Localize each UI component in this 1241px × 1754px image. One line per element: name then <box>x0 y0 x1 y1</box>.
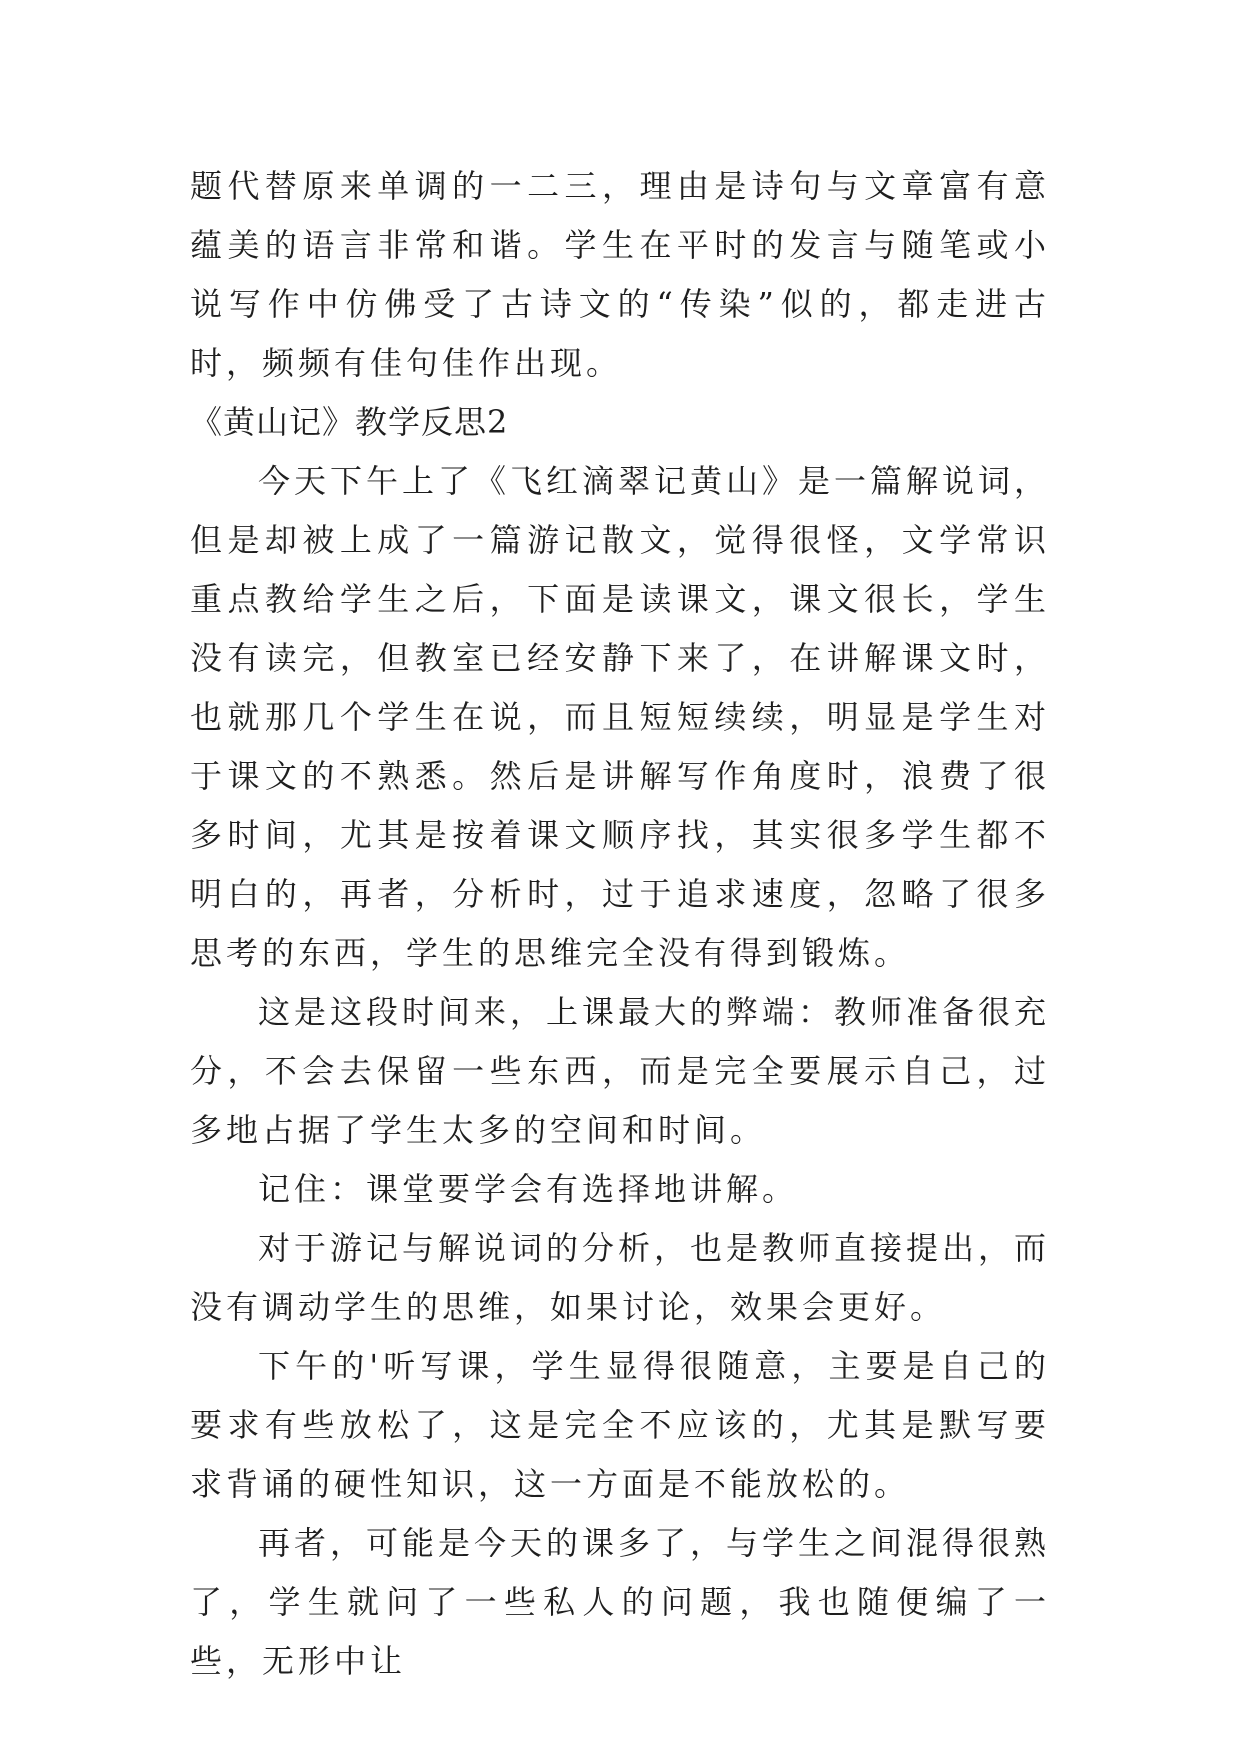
intro-paragraph: 题代替原来单调的一二三，理由是诗句与文章富有意蕴美的语言非常和谐。学生在平时的发言与随笔或小说写作中仿佛受了古诗文的“传染”似的，都走进古时，频频有佳句佳作出现。 <box>190 167 1050 382</box>
document-body <box>190 157 1050 1691</box>
body-paragraph: 记住：课堂要学会有选择地讲解。 <box>258 1170 799 1208</box>
section-title: 《黄山记》教学反思2 <box>190 403 509 441</box>
body-paragraph: 下午的'听写课，学生显得很随意，主要是自己的要求有些放松了，这是完全不应该的，尤其是默写要求背诵的硬性知识，这一方面是不能放松的。 <box>190 1347 1050 1503</box>
body-paragraph: 今天下午上了《飞红滴翠记黄山》是一篇解说词，但是却被上成了一篇游记散文，觉得很怪，文学常识重点教给学生之后，下面是读课文，课文很长，学生没有读完，但教室已经安静下来了，在讲解课文时，也就那几个学生在说，而且短短续续，明显是学生对于课文的不熟悉。然后是讲解写作角度时，浪费了很多时间，尤其是按着课文顺序找，其实很多学生都不明白的，再者，分析时，过于追求速度，忽略了很多思考的东西，学生的思维完全没有得到锻炼。 <box>190 462 1051 972</box>
body-paragraph: 这是这段时间来，上课最大的弊端：教师准备很充分，不会去保留一些东西，而是完全要展示自己，过多地占据了学生太多的空间和时间。 <box>190 993 1051 1149</box>
body-paragraph: 对于游记与解说词的分析，也是教师直接提出，而没有调动学生的思维，如果讨论，效果会更好。 <box>190 1229 1051 1326</box>
body-paragraph: 再者，可能是今天的课多了，与学生之间混得很熟了，学生就问了一些私人的问题，我也随便编了一些，无形中让 <box>190 1524 1051 1680</box>
